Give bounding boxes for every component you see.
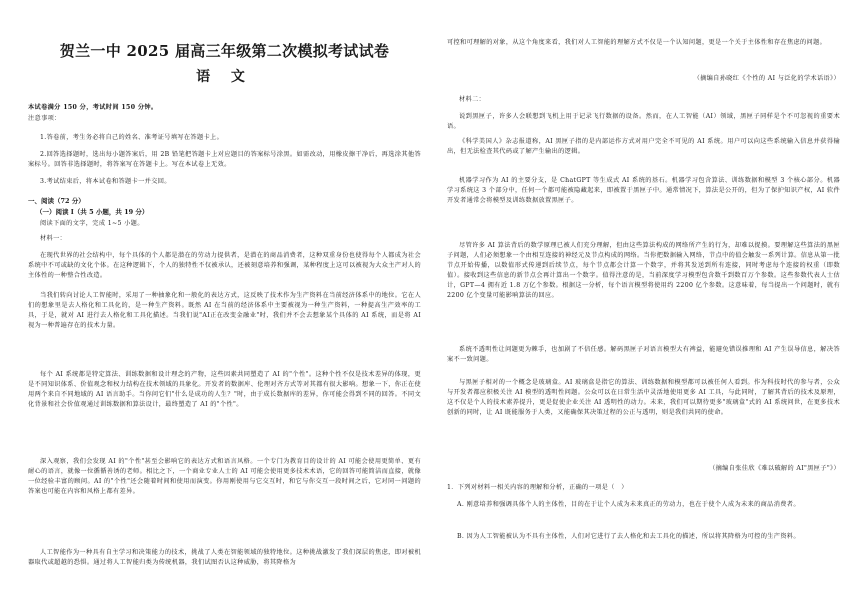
material2-paragraph: 说到黑匣子，许多人会联想到飞机上用于记录飞行数据的设备。然而，在人工智能（AI）领域，黑匣子同样是个不可忽视的重要术语。	[447, 113, 840, 130]
material1-paragraph: 人工智能作为一种具有自主学习和决策能力的技术，挑战了人类在智能领域的独特地位。这种挑战激发了我们深层的焦虑，即对被机器取代或超越的恐惧。通过将人工智能归类为传统机器，我们试图否认这种威胁，将其降格为	[28, 549, 421, 566]
material2-paragraph: 机器学习作为 AI 的主要分支，是 ChatGPT 等生成式 AI 系统的基石。机器学习包含算法、训练数据和模型 3 个核心部分。机器学习系统这 3 个部分中，任何一个都可能被隐藏起来，即被置于黑匣子中。通常情况下，算法是公开的，但为了保护知识产权，AI 软件开发者通常会将模型及训练数据放置黑匣子。	[447, 177, 840, 204]
material1-paragraph: 每个 AI 系统都是特定算法、训练数据和设计理念的产物，这些因素共同塑造了 AI 的"个性"。这种个性不仅是技术差异的体现，更是不同知识体系、价值观念和权力结构在技术领域的具象化。开发者的数据库、伦理对齐方式等对其都有很大影响。想象一下，你正在使用两个来自不同地域的 AI 语言助手。当你问它们"什么是成功的人生？"时，由于成长数据库的差异，你可能会得到不同的回答。不同文化背景和社会价值观通过训练数据和算法设计，最终塑造了 AI 的"个性"。	[28, 371, 421, 408]
material1-paragraph: 深入观察，我们会发现 AI 的"个性"甚至会影响它的表达方式和语言风格。一个专门为教育目的设计的 AI 可能会使用更简单、更有耐心的语言，就像一位循循善诱的老师。相比之下，一个商业专业人士的 AI 可能会使用更多技术术语，它的回答可能简洁而直接，就像一位经验丰富的顾问。AI 的"个性"还会随着时间和使用而演变。你用刚使用与它交互时，和它与你交互一段时间之后，它对同一问题的答案也可能在内容和风格上都有差异。	[28, 458, 421, 495]
option-a[interactable]: A. 刚意培养和强调具体个人的主体性，目的在于让个人成为未来真正的劳动力，也在于使个人成为未来的商品消费者。	[457, 501, 800, 508]
material2-paragraph: 尽管许多 AI 算法背后的数学原理已被人们充分理解，但由这些算法构成的网络所产生的行为，却难以捉摸。要理解这些算法的黑匣子问题，人们必须想象一个由相互连接的神经元及节点构成的网络。当你把数据输入网络，节点中的值会触发一系列计算。信息从第一批节点开始传播，以数值形式传递到后续节点，每个节点都会计算一个数字，并将其发送到所有连接，同时考虑每个连接的权重（即数值）。接收到这些信息的新节点会再计算出一个数字。值得注意的是，当前深度学习模型包含数千到数百万个参数。这些参数代表人士估计，GPT—4 拥有近 1.8 万亿个参数。根据这一分析，每个语言模型将使用约 2200 亿个参数。这意味着，每当提出一个问题时，就有 2200 亿个变量可能影响算法的回应。	[447, 242, 840, 299]
notice-label: 注意事项：	[28, 115, 61, 122]
notice-item: 1.答卷前，考生务必将自己的姓名、准考证号填写在答题卡上。	[40, 134, 224, 141]
source-citation: （摘编自张佳欣《难以破解的 AI"黑匣子"》）	[709, 465, 840, 472]
instruction: 阅读下面的文字，完成 1~5 小题。	[40, 220, 144, 227]
notice-item: 3.考试结束后，将本试卷和答题卡一并交回。	[40, 178, 171, 185]
option-b[interactable]: B. 因为人工智能被认为不具有主体性，人们对它进行了去人格化和去工具化的描述，所以将其降格为可控的生产资料。	[457, 533, 800, 540]
material2-paragraph: 与黑匣子相对的一个概念是玻璃盒。AI 玻璃盒是指它的算法、训练数据和模型都可以被任何人看到。作为科技时代的参与者，公众与开发者都应积极关注 AI 模型的透明性问题。公众可以在日常生活中灵活地使用更多 AI 工具，与此同时，了解其背后的技术及原理，这不仅是个人的技术素养提升，更是促使企业关注 AI 透明性的动力。未来，我们可以期待更多"玻璃盒"式的 AI 系统问世，在更多技术创新的同时，让 AI 既能服务于人类，又能确保其决策过程的公正与透明，则是我们共同的使命。	[447, 379, 840, 416]
material-label: 材料二：	[459, 96, 486, 103]
score-line: 本试卷满分 150 分，考试时间 150 分钟。	[28, 104, 158, 111]
material2-paragraph: 《科学美国人》杂志报道称，AI 黑匣子指的是内部运作方式对用户完全不可见的 AI 系统。用户可以向这些系统输入信息并获得输出，但无法检查其代码或了解产生输出的逻辑。	[447, 138, 840, 155]
question-1: 1．下列对材料一相关内容的理解和分析，正确的一项是（ ）	[447, 484, 628, 491]
material1-paragraph: 当我们转向讨论人工智能时，采用了一种抽象化和一般化的表达方式，这反映了技术作为生产资料在当前经济体系中的地位。它在人们的想象里是去人格化和工具化的，是一种生产资料。既然 AI 在当前的经济体系中主要被视为一种生产资料，一种提高生产效率的工具，于是，就对 AI 进行去人格化和工具化描述。当我们说"AI正在改变金融业"时，我们并不会去想象某个具体的 AI 系统，而是将 AI 视为一种普遍存在的技术力量。	[28, 292, 421, 329]
material1-continuation: 可控和可理解的对象，从这个角度来看，我们对人工智能的理解方式不仅是一个认知问题，更是一个关于主体性和存在焦虑的问题。	[447, 39, 827, 46]
material-label: 材料一：	[40, 235, 67, 242]
sub-section-heading: （一）阅读 I（共 5 小题，共 19 分）	[36, 208, 149, 216]
section-heading: 一、阅读（72 分）	[28, 197, 85, 205]
subject-title: 语 文	[196, 69, 253, 85]
material1-paragraph: 在现代世界的社会结构中，每个具体的个人都是潜在的劳动力提供者，是潜在的商品消费者，这种双重身份也使得每个人都成为社会系统中不可或缺的文化个体。在这种逻辑下，个人的独特性不仅被承认，还被刻意培养和强调，某种程度上这可以被视为大众主产对人的主体性的一种整合性改造。	[28, 252, 421, 279]
source-citation: （摘编自孙晓红《个性的 AI 与泛化的学术话语》）	[693, 75, 840, 82]
notice-item: 2.回答选择题时，选出每小题答案后，用 2B 铅笔把答题卡上对应题目的答案标号涂黑。如需改动，用橡皮擦干净后，再选涂其他答案标号。回答非选择题时，将答案写在答题卡上。写在本试卷上无效。	[28, 151, 421, 168]
material2-paragraph: 系统不透明性让问题更为棘手，也加剧了不信任感。解码黑匣子对语言模型大有裨益，能避免错误推理和 AI 产生误导信息，解决答案不一致问题。	[447, 346, 840, 363]
page-title: 贺兰一中 2025 届高三年级第二次模拟考试试卷	[59, 42, 390, 60]
